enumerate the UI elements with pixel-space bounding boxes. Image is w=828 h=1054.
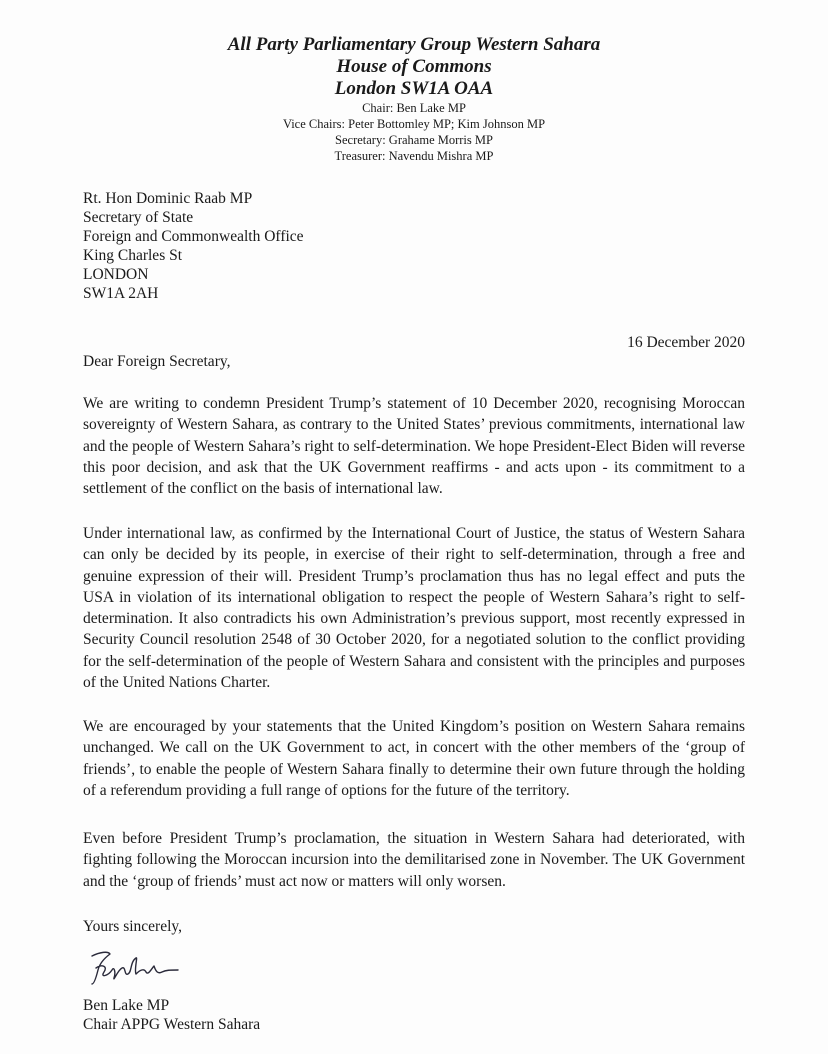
signer-title: Chair APPG Western Sahara xyxy=(83,1016,261,1033)
signer-name: Ben Lake MP xyxy=(83,997,170,1014)
body-paragraph: We are encouraged by your statements that the United Kingdom’s position on Western Sahara remains unchanged. We call on the UK Government to act, in concert with the other members of the ‘group of friends’, to enable the people of Western Sahara finally to determine their own future through the holding of a referendum providing a full range of options for the future of the territory. xyxy=(83,718,745,799)
body-paragraph: We are writing to condemn President Trump’s statement of 10 December 2020, recognising Moroccan sovereignty of Western Sahara, as contrary to the United States’ previous commitments, international law and the people of Western Sahara’s right to self-determination. We hope President-Elect Biden will reverse this poor decision, and ask that the UK Government reaffirms - and acts upon - its commitment to a settlement of the conflict on the basis of international law. xyxy=(83,395,745,498)
recipient-address xyxy=(83,189,304,303)
letterhead-treasurer: Treasurer: Navendu Mishra MP xyxy=(334,149,494,163)
letterhead-house: House of Commons xyxy=(336,56,492,77)
recipient-name: Rt. Hon Dominic Raab MP xyxy=(83,190,253,207)
letterhead-postcode: London SW1A OAA xyxy=(334,78,494,99)
recipient-street: King Charles St xyxy=(83,247,183,264)
letter-date: 16 December 2020 xyxy=(627,334,745,351)
letterhead-vice-chairs: Vice Chairs: Peter Bottomley MP; Kim Johnson MP xyxy=(282,117,546,131)
letterhead xyxy=(0,34,828,164)
letterhead-secretary: Secretary: Grahame Morris MP xyxy=(335,133,493,147)
recipient-role: Secretary of State xyxy=(83,209,194,226)
body-paragraph: Under international law, as confirmed by the International Court of Justice, the status of Western Sahara can only be decided by its people, in exercise of their right to self-determination, through a free and genuine expression of their will. President Trump’s proclamation thus has no legal effect and puts the USA in violation of its international obligation to respect the people of Western Sahara’s right to self-determination. It also contradicts his own Administration’s previous support, most recently expressed in Security Council resolution 2548 of 30 October 2020, for a negotiated solution to the conflict providing for the self-determination of the people of Western Sahara and consistent with the principles and purposes of the United Nations Charter. xyxy=(83,525,745,692)
recipient-office: Foreign and Commonwealth Office xyxy=(83,228,304,245)
letterhead-group-name: All Party Parliamentary Group Western Sahara xyxy=(227,34,601,55)
salutation: Dear Foreign Secretary, xyxy=(83,353,231,370)
signer-block xyxy=(83,996,260,1034)
closing: Yours sincerely, xyxy=(83,918,183,935)
recipient-city: LONDON xyxy=(83,266,149,283)
signature-icon xyxy=(86,948,186,988)
body-paragraph: Even before President Trump’s proclamation, the situation in Western Sahara had deteriorated, with fighting following the Moroccan incursion into the demilitarised zone in November. The UK Government and the ‘group of friends’ must act now or matters will only worsen. xyxy=(83,830,745,890)
recipient-postcode: SW1A 2AH xyxy=(83,285,159,302)
letterhead-chair: Chair: Ben Lake MP xyxy=(362,101,466,115)
